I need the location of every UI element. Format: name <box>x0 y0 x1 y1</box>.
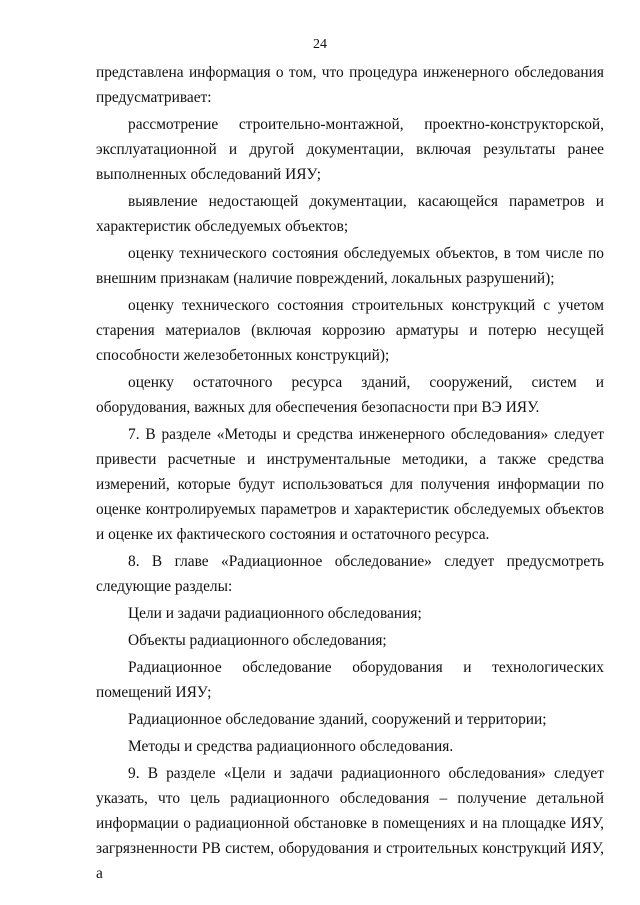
paragraph-section-8: 8. В главе «Радиационное обследование» следует предусмотреть следующие разделы: <box>96 553 604 595</box>
list-item-review-documentation: рассмотрение строительно-монтажной, проектно-конструкторской, эксплуатационной и другой документации, включая результаты ранее выполненных обследований ИЯУ; <box>96 116 604 183</box>
list-item-residual-resource: оценку остаточного ресурса зданий, сооружений, систем и оборудования, важных для обеспечения безопасности при ВЭ ИЯУ. <box>96 374 604 416</box>
list-item-objects: Объекты радиационного обследования; <box>128 632 387 649</box>
list-item-technical-state-objects: оценку технического состояния обследуемых объектов, в том числе по внешним признакам (наличие повреждений, локальных разрушений); <box>96 245 604 287</box>
paragraph-intro: представлена информация о том, что процедура инженерного обследования предусматривает: <box>96 64 604 106</box>
list-item-goals-tasks: Цели и задачи радиационного обследования; <box>128 605 422 622</box>
list-item-methods-means: Методы и средства радиационного обследования. <box>128 738 454 755</box>
list-item-technical-state-structures: оценку технического состояния строительных конструкций с учетом старения материалов (включая коррозию арматуры и потерю несущей способности железобетонных конструкций); <box>96 297 604 364</box>
list-item-equipment-survey: Радиационное обследование оборудования и технологических помещений ИЯУ; <box>96 659 604 701</box>
paragraph-section-7: 7. В разделе «Методы и средства инженерного обследования» следует привести расчетные и инструментальные методики, а также средства измерений, которые будут использоваться для получения информации по оценке контролируемых параметров и характеристик обследуемых объектов и оценке их фактического состояния и остаточного ресурса. <box>96 426 604 543</box>
paragraph-section-9: 9. В разделе «Цели и задачи радиационного обследования» следует указать, что цель радиационного обследования – получение детальной информации о радиационной обстановке в помещениях и на площадке ИЯУ, загрязненности РВ систем, оборудования и строительных конструкций ИЯУ, а <box>96 765 604 882</box>
list-item-buildings-survey: Радиационное обследование зданий, сооружений и территории; <box>128 711 547 728</box>
document-body <box>96 60 604 886</box>
page-number: 24 <box>313 37 327 52</box>
list-item-missing-documentation: выявление недостающей документации, касающейся параметров и характеристик обследуемых объектов; <box>96 193 604 235</box>
